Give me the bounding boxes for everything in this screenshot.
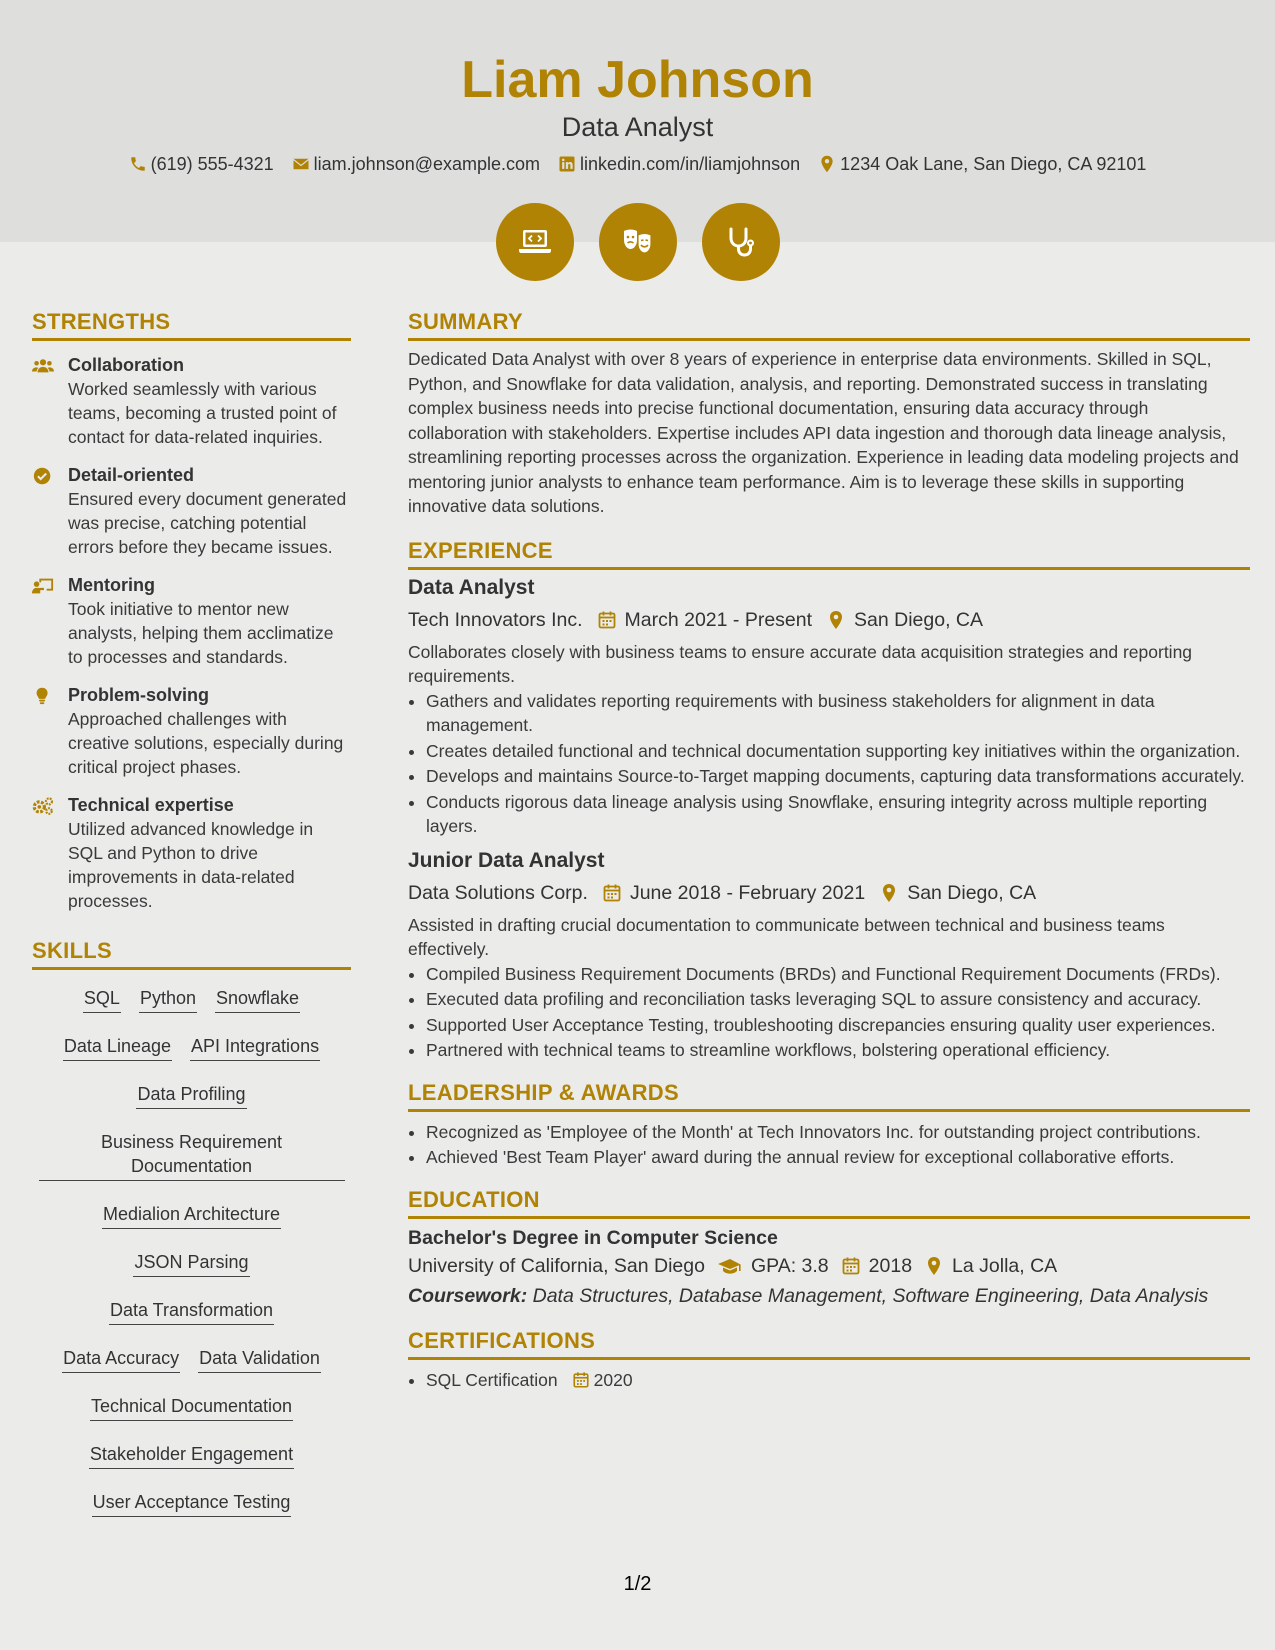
summary-heading: SUMMARY (408, 308, 1250, 341)
linkedin-icon (558, 155, 576, 173)
strength-item (32, 573, 351, 669)
map-marker-icon (879, 883, 899, 903)
list-item: • Creates detailed functional and technical documentation supporting key initiatives within the organization. (426, 739, 1250, 764)
stethoscope-icon (721, 222, 761, 262)
skill-tag: Data Transformation (109, 1298, 274, 1325)
skill-tag: JSON Parsing (133, 1250, 249, 1277)
list-item: • Gathers and validates reporting requirements with business stakeholders for alignment in data management. (426, 689, 1250, 738)
leadership-heading: LEADERSHIP & AWARDS (408, 1079, 1250, 1112)
strength-desc: Worked seamlessly with various teams, becoming a trusted point of contact for data-related inquiries. (68, 379, 337, 447)
strength-item (32, 353, 351, 449)
strength-title: Technical expertise (68, 795, 234, 815)
check-circle-icon (32, 466, 54, 486)
users-icon (32, 356, 54, 376)
list-item: • Compiled Business Requirement Documents (BRDs) and Functional Requirement Documents (FRDs). (426, 962, 1250, 987)
list-item: • Develops and maintains Source-to-Target mapping documents, capturing data transformations accurately. (426, 764, 1250, 789)
phone-text: (619) 555-4321 (150, 154, 274, 174)
linkedin-text: linkedin.com/in/liamjohnson (580, 154, 801, 174)
summary-text: Dedicated Data Analyst with over 8 years of experience in enterprise data environments. Skilled in SQL, Python, and Snowflake for data validation, analysis, and reporting. Demonstrated success in translating complex business needs into precise functional documentation, ensuring data accuracy through collaboration with stakeholders. Expertise includes API data ingestion and thorough data lineage analysis, streamlining reporting processes across the organization. Experience in leading data modeling projects and mentoring junior analysts to enhance team performance. Aim is to leverage these skills in supporting innovative data solutions. (408, 349, 1239, 516)
interest-circle-coding (496, 203, 574, 281)
job-bullets (426, 689, 1250, 839)
cogs-icon (32, 796, 54, 816)
edu-meta (408, 1251, 1250, 1281)
list-item: • Partnered with technical teams to streamline workflows, bolstering operational efficiency. (426, 1038, 1250, 1063)
right-column (408, 308, 1250, 1393)
strength-desc: Approached challenges with creative solutions, especially during critical project phases. (68, 709, 344, 777)
lightbulb-icon (32, 686, 54, 706)
certifications-heading: CERTIFICATIONS (408, 1327, 1250, 1360)
laptop-code-icon (515, 222, 555, 262)
map-marker-icon (924, 1256, 944, 1276)
edu-location: La Jolla, CA (952, 1254, 1058, 1277)
cert-year: 2020 (593, 1369, 633, 1390)
strength-title: Collaboration (68, 355, 184, 375)
leadership-list (426, 1120, 1250, 1170)
strength-title: Problem-solving (68, 685, 210, 705)
job-dates: March 2021 - Present (624, 608, 813, 631)
skill-tag: Data Lineage (63, 1034, 172, 1061)
edu-school: University of California, San Diego (408, 1254, 705, 1277)
education-heading: EDUCATION (408, 1186, 1250, 1219)
skill-tag: SQL (83, 986, 121, 1013)
job-entry (408, 574, 1250, 839)
candidate-name: Liam Johnson (461, 51, 814, 109)
phone-icon (129, 155, 147, 173)
calendar-icon (572, 1371, 590, 1389)
job-company: Data Solutions Corp. (408, 881, 588, 904)
strength-desc: Utilized advanced knowledge in SQL and Python to drive improvements in data-related processes. (68, 819, 314, 911)
email-text: liam.johnson@example.com (313, 154, 541, 174)
list-item (426, 1368, 1250, 1393)
job-meta (408, 879, 1250, 907)
calendar-icon (602, 883, 622, 903)
list-item: • Achieved 'Best Team Player' award during the annual review for exceptional collaborative efforts. (426, 1145, 1250, 1170)
skill-tag: Data Validation (198, 1346, 321, 1373)
strength-item (32, 683, 351, 779)
left-column (32, 308, 351, 1538)
strength-title: Detail-oriented (68, 465, 195, 485)
interest-circle-theater (599, 203, 677, 281)
interest-icons (0, 203, 1275, 281)
chalkboard-teacher-icon (32, 576, 54, 596)
skills-list (32, 982, 351, 1517)
contact-email[interactable] (292, 151, 540, 177)
graduation-cap-icon (717, 1256, 743, 1276)
contact-linkedin[interactable] (558, 151, 800, 177)
skill-tag: Data Profiling (136, 1082, 246, 1109)
job-meta (408, 606, 1250, 634)
cert-name: • SQL Certification (426, 1369, 558, 1390)
experience-heading: EXPERIENCE (408, 537, 1250, 570)
coursework-text: Data Structures, Database Management, Software Engineering, Data Analysis (532, 1284, 1209, 1307)
skills-heading: SKILLS (32, 937, 351, 970)
map-marker-icon (818, 155, 836, 173)
strength-item (32, 463, 351, 559)
skill-tag: Medialion Architecture (102, 1202, 281, 1229)
job-company: Tech Innovators Inc. (408, 608, 583, 631)
skill-tag: Data Accuracy (62, 1346, 180, 1373)
skill-tag: Stakeholder Engagement (89, 1442, 294, 1469)
job-title-heading: Data Analyst (561, 112, 714, 142)
job-description: Collaborates closely with business teams to ensure accurate data acquisition strategies and reporting requirements. (408, 641, 1193, 686)
skill-tag: Technical Documentation (90, 1394, 293, 1421)
contact-bar (0, 151, 1275, 177)
job-entry (408, 847, 1250, 1063)
edu-year: 2018 (868, 1254, 913, 1277)
contact-phone[interactable] (129, 151, 274, 177)
skill-tag: Snowflake (215, 986, 300, 1013)
interest-circle-medicine (702, 203, 780, 281)
map-marker-icon (826, 610, 846, 630)
edu-gpa: GPA: 3.8 (750, 1254, 829, 1277)
calendar-icon (841, 1256, 861, 1276)
envelope-icon (292, 155, 310, 173)
job-position: Junior Data Analyst (408, 848, 605, 872)
skill-tag: Python (139, 986, 197, 1013)
list-item: • Supported User Acceptance Testing, troubleshooting discrepancies ensuring quality user experiences. (426, 1013, 1250, 1038)
job-dates: June 2018 - February 2021 (629, 881, 866, 904)
address-text: 1234 Oak Lane, San Diego, CA 92101 (840, 154, 1147, 174)
list-item: • Executed data profiling and reconciliation tasks leveraging SQL to assure consistency and accuracy. (426, 987, 1250, 1012)
page-number: 1/2 (623, 1573, 652, 1595)
job-position: Data Analyst (408, 575, 535, 599)
list-item: • Conducts rigorous data lineage analysis using Snowflake, ensuring integrity across multiple reporting layers. (426, 790, 1250, 839)
job-location: San Diego, CA (854, 608, 984, 631)
strength-desc: Ensured every document generated was precise, catching potential errors before they became issues. (68, 489, 347, 557)
strengths-heading: STRENGTHS (32, 308, 351, 341)
theater-masks-icon (618, 222, 658, 262)
contact-address (818, 151, 1146, 177)
skill-tag: Business Requirement Documentation (39, 1130, 345, 1181)
job-bullets (426, 962, 1250, 1063)
calendar-icon (597, 610, 617, 630)
strength-desc: Took initiative to mentor new analysts, helping them acclimatize to processes and standards. (68, 599, 334, 667)
list-item: • Recognized as 'Employee of the Month' at Tech Innovators Inc. for outstanding project contributions. (426, 1120, 1250, 1145)
skill-tag: User Acceptance Testing (92, 1490, 292, 1517)
coursework-label: Coursework: (408, 1284, 528, 1307)
job-description: Assisted in drafting crucial documentation to communicate between technical and business teams effectively. (408, 914, 1165, 959)
certifications-list (426, 1368, 1250, 1393)
skill-tag: API Integrations (190, 1034, 320, 1061)
edu-degree: Bachelor's Degree in Computer Science (408, 1226, 778, 1249)
job-location: San Diego, CA (907, 881, 1037, 904)
strength-title: Mentoring (68, 575, 155, 595)
edu-coursework (408, 1281, 1250, 1311)
strength-item (32, 793, 351, 913)
